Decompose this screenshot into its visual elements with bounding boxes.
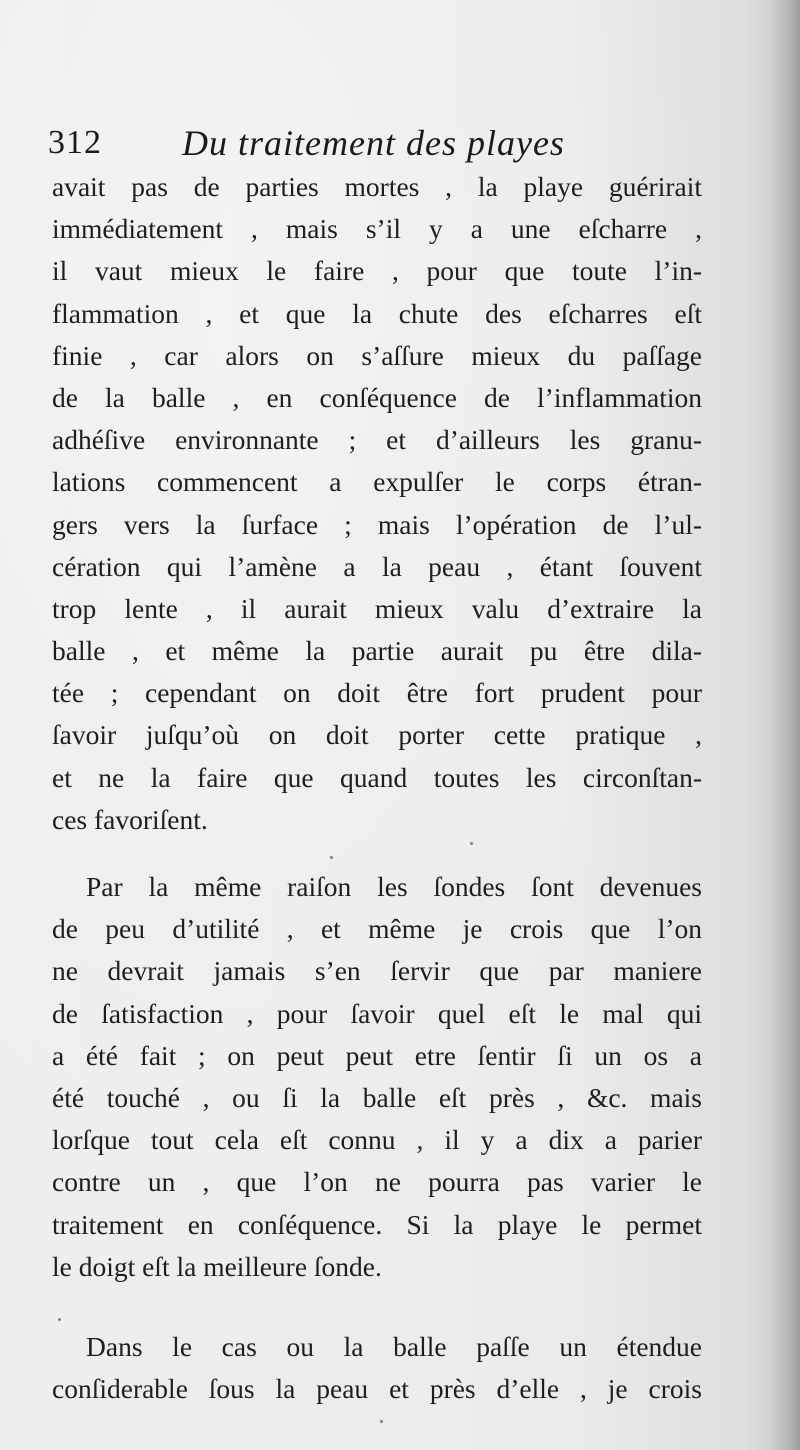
text-line: de la balle , en conſéquence de l’inflammation (52, 381, 702, 413)
text-line: immédiatement , mais s’il y a une eſcharre , (52, 213, 702, 245)
text-line: flammation , et que la chute des eſcharres eſt (52, 297, 702, 329)
text-line: ne devrait jamais s’en ſervir que par maniere (52, 955, 702, 987)
text-line: conſiderable ſous la peau et près d’elle , je crois (52, 1373, 702, 1405)
text-line: trop lente , il aurait mieux valu d’extraire la (52, 592, 702, 624)
paragraph-continuation (52, 166, 702, 841)
page-header (48, 118, 708, 168)
text-line: contre un , que l’on ne pourra pas varier le (52, 1166, 702, 1198)
text-line: balle , et même la partie aurait pu être dila- (52, 635, 702, 667)
paragraph-balle (52, 1326, 702, 1410)
binding-shadow (766, 0, 800, 1450)
page-number: 312 (48, 124, 102, 161)
text-line: le doigt eſt la meilleure ſonde. (52, 1250, 382, 1282)
paper-speck (330, 856, 333, 859)
running-title: Du traitement des playes (182, 123, 565, 163)
text-line: finie , car alors on s’aſſure mieux du paſſage (52, 339, 702, 371)
text-line: et ne la faire que quand toutes les circonſtan- (52, 761, 702, 793)
paragraph-sondes (52, 866, 702, 1288)
paper-speck (380, 1420, 383, 1423)
text-line: ſavoir juſqu’où on doit porter cette pratique , (52, 719, 702, 751)
text-line: adhéſive environnante ; et d’ailleurs les granu- (52, 424, 702, 456)
text-line: Dans le cas ou la balle paſſe un étendue (86, 1331, 702, 1362)
text-line: avait pas de parties mortes , la playe guérirait (52, 171, 702, 202)
text-line: de ſatisfaction , pour ſavoir quel eſt le mal qui (52, 997, 702, 1029)
text-line: cération qui l’amène a la peau , étant ſouvent (52, 550, 702, 582)
text-line: tée ; cependant on doit être fort prudent pour (52, 677, 702, 709)
text-line: gers vers la ſurface ; mais l’opération de l’ul- (52, 508, 702, 540)
paper-speck (470, 842, 473, 845)
text-line: lations commencent a expulſer le corps étran- (52, 466, 702, 498)
text-line: il vaut mieux le faire , pour que toute l’in- (52, 255, 702, 287)
text-line: a été fait ; on peut peut etre ſentir ſi un os a (52, 1039, 702, 1071)
text-line: ces favoriſent. (52, 803, 208, 835)
text-line: lorſque tout cela eſt connu , il y a dix a parier (52, 1124, 702, 1156)
text-line: de peu d’utilité , et même je crois que l’on (52, 913, 702, 945)
text-line: Par la même raiſon les ſondes ſont devenues (86, 871, 702, 902)
paper-speck (58, 1318, 61, 1321)
text-line: été touché , ou ſi la balle eſt près , &c. mais (52, 1081, 702, 1113)
text-line: traitement en conſéquence. Si la playe le permet (52, 1208, 702, 1240)
